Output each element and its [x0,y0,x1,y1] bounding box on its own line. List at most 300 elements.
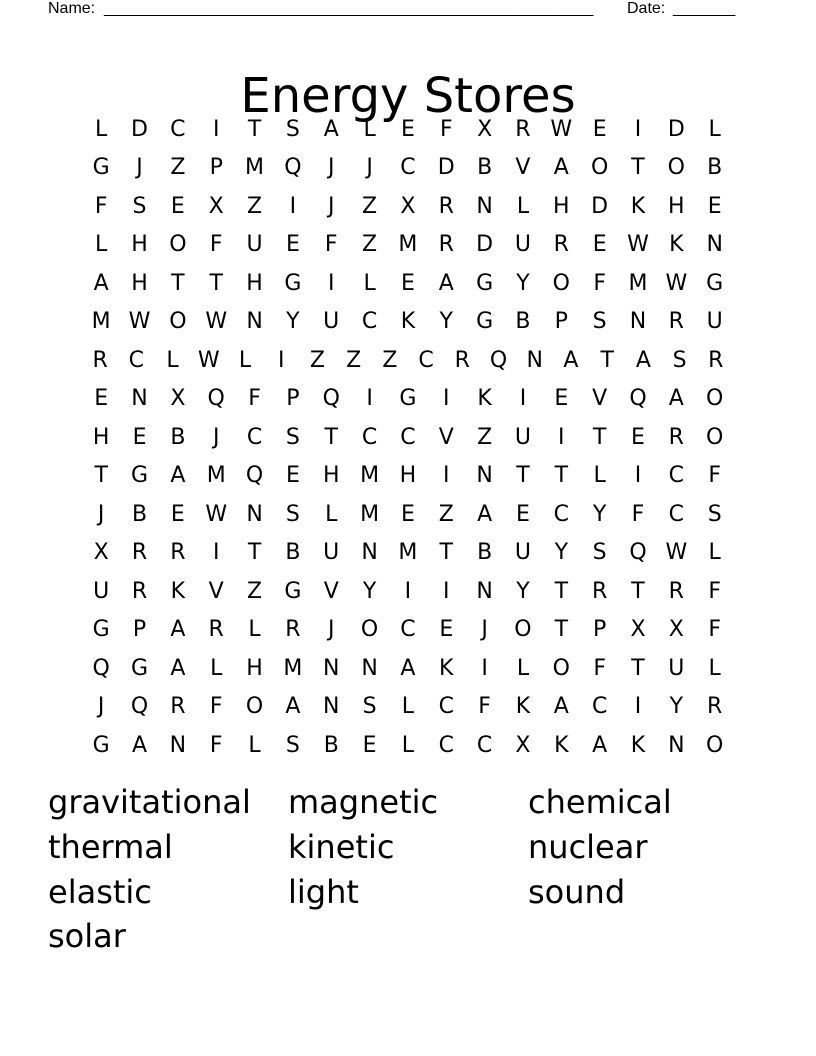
header-line [48,0,748,20]
grid-letter: S [592,540,607,566]
grid-letter: B [170,424,186,450]
grid-letter: K [554,732,569,758]
word-bank-item: elastic [48,872,152,911]
grid-letter: H [131,270,148,296]
grid-letter: U [246,232,263,258]
grid-letter: T [209,270,223,296]
grid-letter: E [170,193,185,219]
grid-letter: P [286,386,300,412]
grid-letter: R [131,540,148,566]
grid-letter: G [130,655,149,681]
grid-letter: X [208,193,224,219]
grid-letter: Y [439,309,453,335]
grid-row [82,726,734,765]
grid-letter: Q [130,694,149,720]
grid-letter: N [476,463,493,489]
grid-letter: T [324,424,338,450]
grid-letter: S [362,694,377,720]
grid-letter: S [592,309,607,335]
grid-letter: C [128,347,145,373]
grid-letter: B [707,155,723,181]
grid-letter: L [708,116,721,142]
grid-row [82,457,734,496]
grid-letter: M [245,155,265,181]
grid-letter: Q [284,155,302,181]
grid-letter: G [92,732,110,758]
grid-letter: T [247,540,262,566]
grid-letter: R [707,694,723,720]
grid-letter: G [92,155,110,181]
grid-letter: T [439,540,453,566]
grid-letter: F [478,694,491,720]
grid-letter: X [668,617,684,643]
grid-letter: T [600,347,614,373]
grid-letter: I [212,540,220,566]
grid-letter: P [554,309,568,335]
grid-letter: A [668,386,684,412]
grid-letter: N [706,232,723,258]
grid-letter: L [516,655,530,681]
grid-letter: A [592,732,608,758]
grid-row [82,264,734,303]
grid-letter: U [323,309,340,335]
grid-letter: N [668,732,685,758]
grid-letter: Z [247,578,263,604]
grid-letter: T [592,424,607,450]
word-bank-item: sound [528,872,626,911]
grid-row [82,572,734,611]
grid-letter: N [361,655,378,681]
grid-letter: F [593,270,606,296]
word-bank-item: nuclear [528,827,648,866]
grid-letter: H [246,270,263,296]
grid-letter: H [668,193,685,219]
grid-letter: R [208,617,224,643]
grid-letter: J [97,694,105,720]
grid-letter: E [592,116,607,142]
grid-letter: I [634,694,642,720]
grid-letter: C [553,501,569,527]
grid-letter: L [593,463,606,489]
grid-letter: O [706,386,724,412]
grid-letter: Y [516,578,530,604]
grid-letter: P [209,155,223,181]
grid-row [82,534,734,573]
grid-letter: E [631,424,645,450]
grid-letter: S [132,193,147,219]
grid-letter: G [476,309,494,335]
grid-letter: Z [362,232,378,258]
grid-row [82,495,734,534]
grid-letter: F [708,578,721,604]
grid-letter: N [169,732,187,758]
grid-letter: I [404,578,412,604]
grid-letter: I [443,463,450,489]
grid-letter: R [591,578,608,604]
grid-letter: D [437,155,455,181]
grid-letter: A [170,463,186,489]
word-bank-item: thermal [48,827,173,866]
grid-letter: T [554,578,569,604]
grid-letter: Q [245,463,264,489]
grid-letter: O [169,232,187,258]
grid-letter: F [209,694,223,720]
grid-letter: Y [554,540,569,566]
grid-letter: E [554,386,569,412]
grid-letter: A [553,694,569,720]
grid-letter: U [514,232,531,258]
grid-letter: T [171,270,185,296]
grid-letter: R [515,116,531,142]
grid-letter: H [322,463,340,489]
grid-letter: G [399,386,417,412]
grid-letter: M [91,309,111,335]
grid-letter: A [438,270,454,296]
grid-letter: T [631,578,645,604]
grid-letter: H [399,463,417,489]
grid-letter: G [130,463,149,489]
grid-letter: M [628,270,648,296]
grid-letter: E [94,386,109,412]
grid-letter: Z [247,193,263,219]
grid-letter: L [708,540,721,566]
grid-letter: Y [286,309,300,335]
grid-letter: E [592,232,607,258]
grid-letter: R [170,694,186,720]
grid-letter: B [477,540,493,566]
grid-letter: O [552,270,570,296]
grid-letter: K [170,578,186,604]
grid-letter: R [668,309,684,335]
word-bank-item: gravitational [48,783,251,821]
grid-letter: F [708,463,721,489]
grid-letter: L [248,732,261,758]
grid-letter: K [477,386,492,412]
grid-row [82,341,734,380]
grid-letter: E [362,732,377,758]
grid-letter: D [591,193,609,219]
grid-letter: X [93,540,109,566]
grid-letter: E [132,424,147,450]
grid-letter: T [631,155,645,181]
grid-letter: Y [669,694,684,720]
grid-letter: E [285,463,300,489]
grid-letter: E [285,232,300,258]
word-bank-item: magnetic [288,783,439,821]
grid-letter: B [477,155,493,181]
grid-letter: L [516,193,530,219]
grid-letter: F [708,617,721,643]
grid-letter: N [526,347,543,373]
grid-letter: T [631,655,645,681]
grid-letter: L [401,694,415,720]
grid-letter: B [285,540,301,566]
grid-letter: V [208,578,224,604]
grid-letter: I [277,347,285,373]
grid-letter: O [245,694,264,720]
grid-letter: G [284,270,302,296]
grid-letter: E [400,501,415,527]
grid-letter: S [672,347,687,373]
grid-letter: A [170,617,186,643]
grid-letter: Z [438,501,454,527]
grid-letter: F [439,116,453,142]
grid-letter: O [360,617,379,643]
grid-letter: Q [629,540,647,566]
grid-letter: C [668,501,685,527]
grid-letter: W [550,116,573,142]
grid-row [82,649,734,688]
grid-letter: R [708,347,724,373]
grid-letter: C [418,347,434,373]
grid-letter: K [515,694,531,720]
grid-letter: A [400,655,416,681]
grid-letter: M [283,655,303,681]
grid-letter: E [400,270,415,296]
grid-row [82,187,734,226]
grid-letter: L [238,347,252,373]
grid-letter: Z [362,193,378,219]
grid-letter: C [400,617,416,643]
grid-letter: O [514,617,532,643]
grid-letter: B [323,732,339,758]
grid-letter: I [366,386,373,412]
grid-row [82,303,734,342]
grid-letter: Z [477,424,493,450]
word-bank-item: chemical [528,783,672,821]
grid-letter: R [92,347,108,373]
grid-letter: H [92,424,110,450]
grid-letter: W [128,309,151,335]
grid-letter: X [477,116,493,142]
grid-row [82,380,734,419]
grid-letter: Q [322,386,340,412]
grid-letter: B [131,501,148,527]
grid-letter: C [361,309,378,335]
grid-letter: C [400,155,416,181]
grid-letter: N [476,578,493,604]
grid-letter: Y [592,501,607,527]
grid-letter: X [630,617,646,643]
grid-letter: E [707,193,722,219]
grid-letter: V [592,386,608,412]
grid-letter: A [93,270,109,296]
grid-letter: A [285,694,301,720]
grid-letter: L [95,232,108,258]
word-bank-item: solar [48,917,126,956]
grid-letter: I [443,578,450,604]
grid-letter: K [630,193,646,219]
grid-letter: Y [516,270,530,296]
grid-letter: N [131,386,148,412]
grid-letter: R [668,578,684,604]
grid-letter: R [668,424,684,450]
grid-letter: D [476,232,494,258]
grid-letter: G [284,578,302,604]
grid-letter: J [97,501,105,527]
grid-letter: X [515,732,531,758]
grid-letter: I [634,116,642,142]
grid-letter: M [398,540,418,566]
date-field-blank: _______ [673,0,736,17]
grid-letter: C [170,116,186,142]
grid-letter: L [95,116,108,142]
grid-letter: K [630,732,646,758]
grid-letter: J [136,155,143,181]
grid-letter: C [438,694,454,720]
grid-letter: P [593,617,607,643]
grid-letter: I [634,463,642,489]
grid-letter: S [707,501,722,527]
grid-letter: E [170,501,185,527]
grid-letter: S [285,424,300,450]
grid-letter: N [476,193,493,219]
grid-letter: A [170,655,186,681]
grid-letter: K [400,309,416,335]
grid-letter: W [627,232,649,258]
grid-letter: M [360,463,380,489]
grid-letter: M [360,501,380,527]
grid-letter: C [246,424,263,450]
grid-letter: J [327,155,335,181]
grid-letter: O [590,155,609,181]
grid-letter: C [476,732,493,758]
grid-letter: S [285,116,300,142]
grid-letter: O [552,655,570,681]
grid-letter: H [131,232,148,258]
grid-row [82,688,734,727]
grid-letter: K [439,655,454,681]
grid-letter: A [635,347,651,373]
grid-letter: J [366,155,373,181]
grid-letter: N [246,501,263,527]
grid-letter: V [515,155,531,181]
letter-grid [82,110,734,770]
grid-letter: I [558,424,565,450]
grid-letter: L [363,116,376,142]
grid-letter: N [246,309,263,335]
grid-letter: W [197,347,220,373]
grid-letter: M [206,463,226,489]
grid-letter: O [169,309,187,335]
grid-letter: Z [309,347,325,373]
grid-letter: I [481,655,488,681]
grid-letter: O [667,155,685,181]
grid-letter: A [563,347,579,373]
grid-letter: W [205,501,228,527]
name-field-blank: _______________________________________________________ [104,0,594,17]
grid-letter: F [593,655,606,681]
grid-letter: F [631,501,645,527]
grid-letter: Z [346,347,362,373]
grid-letter: R [438,193,454,219]
grid-letter: Y [362,578,377,604]
grid-letter: B [515,309,531,335]
grid-letter: O [706,732,724,758]
grid-letter: O [706,424,724,450]
grid-letter: Z [382,347,398,373]
grid-letter: L [325,501,338,527]
grid-letter: K [669,232,684,258]
grid-letter: R [170,540,186,566]
grid-row [82,110,734,149]
grid-letter: Q [489,347,508,373]
grid-letter: G [92,617,110,643]
grid-letter: I [327,270,335,296]
grid-letter: A [323,116,339,142]
grid-letter: I [289,193,297,219]
grid-letter: Q [207,386,225,412]
grid-letter: C [591,694,608,720]
page-title: Energy Stores [240,68,576,125]
grid-letter: C [668,463,685,489]
grid-row [82,149,734,188]
grid-letter: J [212,424,220,450]
grid-letter: X [170,386,186,412]
grid-letter: A [477,501,493,527]
grid-letter: I [443,386,450,412]
grid-letter: L [708,655,721,681]
grid-letter: R [553,232,569,258]
grid-letter: L [210,655,223,681]
grid-letter: U [514,540,531,566]
grid-letter: C [400,424,416,450]
grid-letter: L [248,617,261,643]
grid-letter: G [476,270,494,296]
grid-letter: P [132,617,147,643]
grid-letter: U [93,578,110,604]
word-bank-item: kinetic [288,827,395,866]
grid-letter: L [166,347,179,373]
grid-letter: F [209,232,223,258]
grid-letter: U [514,424,531,450]
grid-letter: Q [629,386,647,412]
grid-letter: J [327,193,335,219]
grid-letter: V [438,424,454,450]
grid-letter: H [553,193,570,219]
grid-letter: C [438,732,454,758]
grid-letter: A [131,732,148,758]
grid-letter: R [285,617,301,643]
grid-letter: M [398,232,418,258]
grid-letter: T [554,617,569,643]
grid-letter: W [205,309,228,335]
grid-letter: T [94,463,108,489]
grid-letter: Q [92,655,110,681]
grid-letter: R [438,232,454,258]
grid-letter: T [516,463,530,489]
name-label: Name: [48,0,96,17]
grid-letter: E [516,501,530,527]
grid-letter: T [554,463,569,489]
grid-letter: U [323,540,340,566]
grid-letter: E [439,617,454,643]
grid-letter: L [363,270,376,296]
grid-letter: R [454,347,470,373]
grid-letter: U [706,309,723,335]
grid-letter: T [247,116,262,142]
grid-letter: H [246,655,263,681]
grid-letter: X [400,193,416,219]
grid-letter: W [665,270,688,296]
grid-letter: Z [170,155,186,181]
grid-letter: A [553,155,569,181]
grid-letter: V [323,578,339,604]
grid-letter: R [131,578,148,604]
grid-letter: D [667,116,685,142]
grid-letter: G [706,270,724,296]
grid-row [82,611,734,650]
